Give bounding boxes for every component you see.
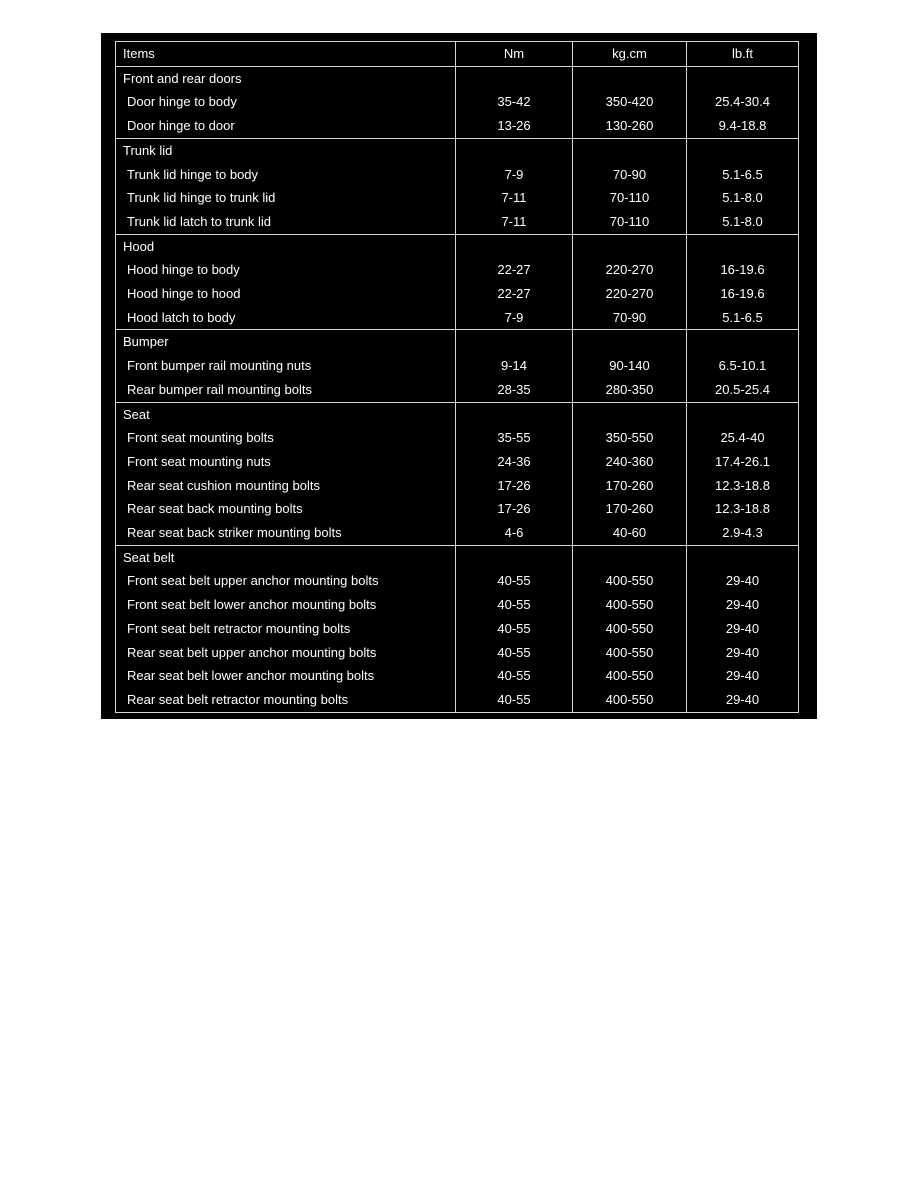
lbft-cell: 12.3-18.8 xyxy=(687,474,799,498)
nm-cell: 7-9 xyxy=(456,306,573,330)
lbft-cell: 25.4-30.4 xyxy=(687,90,799,114)
lbft-cell: 29-40 xyxy=(687,617,799,641)
table-row xyxy=(116,617,799,641)
kgcm-cell: 40-60 xyxy=(573,521,687,545)
lbft-cell: 29-40 xyxy=(687,688,799,712)
kgcm-cell: 240-360 xyxy=(573,450,687,474)
item-cell: Front seat mounting nuts xyxy=(116,450,456,474)
item-cell: Rear seat belt lower anchor mounting bolts xyxy=(116,664,456,688)
group-header-row xyxy=(116,402,799,426)
nm-cell: 28-35 xyxy=(456,378,573,402)
item-cell: Trunk lid hinge to trunk lid xyxy=(116,186,456,210)
kgcm-cell: 130-260 xyxy=(573,114,687,138)
kgcm-cell: 220-270 xyxy=(573,258,687,282)
lbft-cell: 29-40 xyxy=(687,641,799,665)
nm-cell: 40-55 xyxy=(456,569,573,593)
torque-spec-table xyxy=(115,41,799,713)
item-cell: Door hinge to body xyxy=(116,90,456,114)
table-row xyxy=(116,497,799,521)
table-row xyxy=(116,163,799,187)
table-row xyxy=(116,186,799,210)
kgcm-cell: 90-140 xyxy=(573,354,687,378)
group-header-row xyxy=(116,545,799,569)
group-empty-cell xyxy=(573,330,687,354)
group-empty-cell xyxy=(573,402,687,426)
lbft-cell: 29-40 xyxy=(687,569,799,593)
group-title: Hood xyxy=(116,234,456,258)
nm-cell: 7-9 xyxy=(456,163,573,187)
group-empty-cell xyxy=(687,330,799,354)
group-header-row xyxy=(116,330,799,354)
group-empty-cell xyxy=(456,66,573,90)
nm-cell: 35-42 xyxy=(456,90,573,114)
kgcm-cell: 400-550 xyxy=(573,688,687,712)
group-empty-cell xyxy=(573,66,687,90)
table-row xyxy=(116,210,799,234)
group-empty-cell xyxy=(456,402,573,426)
item-cell: Rear seat belt upper anchor mounting bolts xyxy=(116,641,456,665)
group-empty-cell xyxy=(456,138,573,162)
lbft-cell: 16-19.6 xyxy=(687,258,799,282)
item-cell: Hood hinge to body xyxy=(116,258,456,282)
nm-cell: 40-55 xyxy=(456,688,573,712)
item-cell: Door hinge to door xyxy=(116,114,456,138)
lbft-cell: 9.4-18.8 xyxy=(687,114,799,138)
item-cell: Hood hinge to hood xyxy=(116,282,456,306)
table-row xyxy=(116,114,799,138)
kgcm-cell: 170-260 xyxy=(573,474,687,498)
kgcm-cell: 400-550 xyxy=(573,664,687,688)
kgcm-cell: 70-90 xyxy=(573,163,687,187)
kgcm-cell: 350-420 xyxy=(573,90,687,114)
table-row xyxy=(116,474,799,498)
group-empty-cell xyxy=(687,234,799,258)
item-cell: Front seat belt upper anchor mounting bolts xyxy=(116,569,456,593)
table-row xyxy=(116,664,799,688)
group-header-row xyxy=(116,234,799,258)
group-title: Seat belt xyxy=(116,545,456,569)
nm-cell: 17-26 xyxy=(456,474,573,498)
table-row xyxy=(116,641,799,665)
group-empty-cell xyxy=(456,545,573,569)
lbft-cell: 5.1-6.5 xyxy=(687,306,799,330)
kgcm-cell: 400-550 xyxy=(573,617,687,641)
table-row xyxy=(116,258,799,282)
nm-cell: 35-55 xyxy=(456,426,573,450)
nm-cell: 40-55 xyxy=(456,617,573,641)
nm-cell: 22-27 xyxy=(456,282,573,306)
group-title: Seat xyxy=(116,402,456,426)
nm-cell: 7-11 xyxy=(456,186,573,210)
table-row xyxy=(116,354,799,378)
lbft-cell: 6.5-10.1 xyxy=(687,354,799,378)
group-empty-cell xyxy=(573,545,687,569)
group-empty-cell xyxy=(573,138,687,162)
kgcm-cell: 400-550 xyxy=(573,593,687,617)
group-empty-cell xyxy=(456,234,573,258)
table-row xyxy=(116,306,799,330)
column-header-lbft: lb.ft xyxy=(687,42,799,67)
item-cell: Front seat belt lower anchor mounting bolts xyxy=(116,593,456,617)
item-cell: Trunk lid hinge to body xyxy=(116,163,456,187)
column-header-items: Items xyxy=(116,42,456,67)
group-empty-cell xyxy=(687,545,799,569)
table-row xyxy=(116,426,799,450)
item-cell: Front seat belt retractor mounting bolts xyxy=(116,617,456,641)
group-header-row xyxy=(116,66,799,90)
kgcm-cell: 70-110 xyxy=(573,210,687,234)
table-row xyxy=(116,282,799,306)
lbft-cell: 2.9-4.3 xyxy=(687,521,799,545)
column-header-kgcm: kg.cm xyxy=(573,42,687,67)
group-empty-cell xyxy=(456,330,573,354)
item-cell: Rear seat belt retractor mounting bolts xyxy=(116,688,456,712)
nm-cell: 9-14 xyxy=(456,354,573,378)
table-row xyxy=(116,593,799,617)
kgcm-cell: 70-110 xyxy=(573,186,687,210)
nm-cell: 40-55 xyxy=(456,664,573,688)
nm-cell: 24-36 xyxy=(456,450,573,474)
table-row xyxy=(116,378,799,402)
lbft-cell: 5.1-6.5 xyxy=(687,163,799,187)
nm-cell: 40-55 xyxy=(456,593,573,617)
table-header xyxy=(116,42,799,67)
nm-cell: 13-26 xyxy=(456,114,573,138)
lbft-cell: 20.5-25.4 xyxy=(687,378,799,402)
lbft-cell: 29-40 xyxy=(687,664,799,688)
item-cell: Hood latch to body xyxy=(116,306,456,330)
table-row xyxy=(116,521,799,545)
item-cell: Front seat mounting bolts xyxy=(116,426,456,450)
kgcm-cell: 400-550 xyxy=(573,569,687,593)
kgcm-cell: 170-260 xyxy=(573,497,687,521)
item-cell: Trunk lid latch to trunk lid xyxy=(116,210,456,234)
lbft-cell: 5.1-8.0 xyxy=(687,186,799,210)
lbft-cell: 16-19.6 xyxy=(687,282,799,306)
group-title: Front and rear doors xyxy=(116,66,456,90)
group-header-row xyxy=(116,138,799,162)
kgcm-cell: 280-350 xyxy=(573,378,687,402)
kgcm-cell: 70-90 xyxy=(573,306,687,330)
table-row xyxy=(116,90,799,114)
torque-spec-panel xyxy=(101,33,817,719)
item-cell: Rear seat back mounting bolts xyxy=(116,497,456,521)
nm-cell: 40-55 xyxy=(456,641,573,665)
kgcm-cell: 400-550 xyxy=(573,641,687,665)
table-row xyxy=(116,569,799,593)
kgcm-cell: 350-550 xyxy=(573,426,687,450)
table-row xyxy=(116,450,799,474)
table-body xyxy=(116,66,799,712)
group-empty-cell xyxy=(687,402,799,426)
item-cell: Rear seat back striker mounting bolts xyxy=(116,521,456,545)
item-cell: Rear seat cushion mounting bolts xyxy=(116,474,456,498)
lbft-cell: 5.1-8.0 xyxy=(687,210,799,234)
header-row xyxy=(116,42,799,67)
column-header-nm: Nm xyxy=(456,42,573,67)
item-cell: Rear bumper rail mounting bolts xyxy=(116,378,456,402)
lbft-cell: 12.3-18.8 xyxy=(687,497,799,521)
lbft-cell: 17.4-26.1 xyxy=(687,450,799,474)
nm-cell: 17-26 xyxy=(456,497,573,521)
group-title: Bumper xyxy=(116,330,456,354)
lbft-cell: 25.4-40 xyxy=(687,426,799,450)
group-empty-cell xyxy=(687,66,799,90)
nm-cell: 4-6 xyxy=(456,521,573,545)
nm-cell: 7-11 xyxy=(456,210,573,234)
table-row xyxy=(116,688,799,712)
kgcm-cell: 220-270 xyxy=(573,282,687,306)
group-empty-cell xyxy=(573,234,687,258)
group-empty-cell xyxy=(687,138,799,162)
item-cell: Front bumper rail mounting nuts xyxy=(116,354,456,378)
group-title: Trunk lid xyxy=(116,138,456,162)
lbft-cell: 29-40 xyxy=(687,593,799,617)
nm-cell: 22-27 xyxy=(456,258,573,282)
